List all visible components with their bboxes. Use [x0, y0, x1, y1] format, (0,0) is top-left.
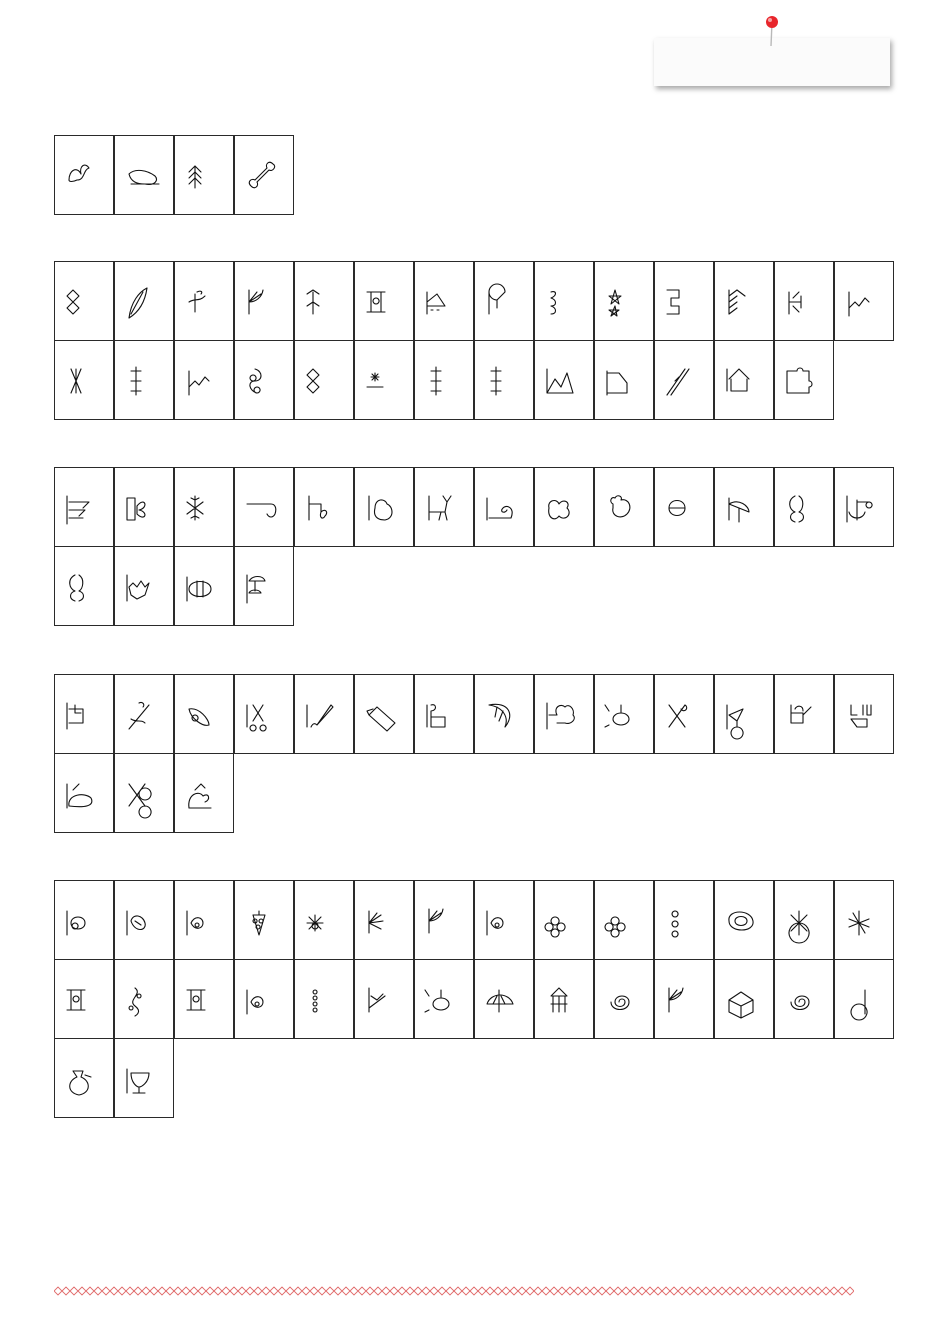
stitch-cell	[414, 674, 474, 754]
snowflake-stitch-icon	[175, 468, 235, 548]
cat-stitch-icon	[115, 136, 175, 216]
bunny-stitch-icon	[595, 468, 655, 548]
stitch-cell	[54, 467, 114, 547]
stitch-cell	[414, 261, 474, 341]
cube-stitch-icon	[715, 960, 775, 1040]
triangle-dots-stitch-icon	[415, 262, 475, 342]
stitch-cell	[234, 340, 294, 420]
swiss-cross-stitch-icon	[415, 341, 475, 421]
stitch-cell	[354, 674, 414, 754]
tree-stitch-icon	[535, 675, 595, 755]
stitch-cell	[174, 959, 234, 1039]
feather-stitch-icon	[115, 262, 175, 342]
paintbrush-stitch-icon	[295, 675, 355, 755]
circle-column-stitch-icon	[175, 960, 235, 1040]
grapes-stitch-icon	[235, 881, 295, 961]
scissors-stitch-icon	[235, 675, 295, 755]
stitch-cell	[654, 261, 714, 341]
lantern-stitch-icon	[595, 675, 655, 755]
stitch-cell	[234, 959, 294, 1039]
stitch-cell	[474, 340, 534, 420]
stitch-cell	[654, 467, 714, 547]
stitch-cell	[294, 674, 354, 754]
stitch-cell	[774, 467, 834, 547]
rocking-horse-stitch-icon	[175, 754, 235, 834]
stitch-cell	[474, 880, 534, 960]
asterisk-stitch-icon	[835, 881, 895, 961]
stitch-cell	[234, 467, 294, 547]
scroll-stitch-icon	[535, 262, 595, 342]
stitch-cell	[594, 467, 654, 547]
cube-fan-stitch-icon	[655, 960, 715, 1040]
stitch-cell	[774, 880, 834, 960]
diamond-dots-stitch-icon	[295, 341, 355, 421]
stitch-cell	[114, 135, 174, 215]
leaf-vine-stitch-icon	[235, 960, 295, 1040]
stitch-cell	[54, 340, 114, 420]
stitch-cell	[294, 467, 354, 547]
bow-stitch-icon	[115, 468, 175, 548]
stitch-cell	[54, 753, 114, 833]
stitch-cell	[354, 959, 414, 1039]
stitch-cell	[834, 674, 894, 754]
stitch-cell	[774, 340, 834, 420]
stitch-cell	[54, 674, 114, 754]
fir-trees-stitch-icon	[55, 468, 115, 548]
stitch-cell	[114, 674, 174, 754]
palm-tree-stitch-icon	[295, 262, 355, 342]
stitch-cell	[234, 880, 294, 960]
sun-hat-stitch-icon	[655, 468, 715, 548]
swirl-stitch-icon	[235, 341, 295, 421]
stitch-cell	[354, 261, 414, 341]
stitch-cell	[594, 880, 654, 960]
wreath-stitch-icon	[715, 881, 775, 961]
stitch-cell	[54, 135, 114, 215]
stitch-cell	[114, 1038, 174, 1118]
stitch-cell	[534, 674, 594, 754]
stitch-cell	[534, 261, 594, 341]
spiral-pair-stitch-icon	[595, 960, 655, 1040]
spiral-stitch-icon	[775, 960, 835, 1040]
stitch-cell	[354, 467, 414, 547]
beads-stitch-icon	[295, 960, 355, 1040]
spoons-stitch-icon	[115, 754, 175, 834]
stitch-cell	[414, 467, 474, 547]
stitch-cell	[834, 467, 894, 547]
stitch-cell	[474, 467, 534, 547]
footer-stitch-line	[54, 1286, 854, 1296]
stitch-cell	[354, 880, 414, 960]
stitch-cell	[714, 467, 774, 547]
fan-stitch-icon	[235, 262, 295, 342]
stitch-cell	[774, 261, 834, 341]
pumpkin-stitch-icon	[175, 547, 235, 627]
stitch-cell	[834, 880, 894, 960]
double-cross-stitch-icon	[115, 341, 175, 421]
anchor-stitch-icon	[835, 468, 895, 548]
stitch-cell	[174, 880, 234, 960]
stitch-cell	[174, 261, 234, 341]
fan-flower-stitch-icon	[415, 881, 475, 961]
stitch-cell	[714, 340, 774, 420]
teapot-stitch-icon	[55, 754, 115, 834]
half-flower-stitch-icon	[355, 881, 415, 961]
safety-pin-stitch-icon	[175, 675, 235, 755]
bell-stitch-icon	[295, 468, 355, 548]
swiss-cross-alt-stitch-icon	[475, 341, 535, 421]
stitch-cell	[594, 674, 654, 754]
stitch-cell	[234, 135, 294, 215]
stitch-cell	[594, 340, 654, 420]
stitch-table-animals	[54, 135, 894, 214]
snail-stitch-icon	[475, 468, 535, 548]
stitch-cell	[234, 546, 294, 626]
stitch-cell	[534, 880, 594, 960]
pagoda-stitch-icon	[535, 960, 595, 1040]
ball-stitch-icon	[835, 960, 895, 1040]
reindeer-stitch-icon	[415, 468, 475, 548]
small-blossom-stitch-icon	[535, 881, 595, 961]
bat-stitch-icon	[115, 547, 175, 627]
zigzag-peaks-stitch-icon	[835, 262, 895, 342]
stitch-cell	[294, 959, 354, 1039]
stitch-cell	[294, 340, 354, 420]
stitch-cell	[414, 340, 474, 420]
ginkgo-stitch-icon	[475, 262, 535, 342]
stars-stitch-icon	[595, 262, 655, 342]
stitch-cell	[354, 340, 414, 420]
stitch-cell	[114, 753, 174, 833]
stitch-cell	[114, 340, 174, 420]
stitch-cell	[54, 1038, 114, 1118]
stitch-cell	[174, 467, 234, 547]
stitch-cell	[594, 959, 654, 1039]
parasol-stitch-icon	[475, 960, 535, 1040]
croissant-stitch-icon	[475, 675, 535, 755]
stitch-cell	[474, 261, 534, 341]
clouds-stitch-icon	[535, 468, 595, 548]
stitch-cell	[594, 261, 654, 341]
stitch-cell	[534, 467, 594, 547]
stitch-cell	[774, 959, 834, 1039]
stitch-cell	[534, 340, 594, 420]
arrow-fern-stitch-icon	[775, 262, 835, 342]
needle-thread-stitch-icon	[115, 675, 175, 755]
stitch-cell	[474, 674, 534, 754]
crayon-stitch-icon	[355, 675, 415, 755]
starburst-stitch-icon	[355, 341, 415, 421]
stitch-cell	[174, 753, 234, 833]
garden-tools-stitch-icon	[835, 675, 895, 755]
stitch-cell	[174, 135, 234, 215]
stitch-cell	[654, 959, 714, 1039]
column-stitch-icon	[355, 262, 415, 342]
push-pin-icon	[764, 14, 780, 48]
stitch-cell	[414, 959, 474, 1039]
bud-stitch-icon	[115, 881, 175, 961]
stitch-cell	[54, 546, 114, 626]
bird-branch-stitch-icon	[175, 262, 235, 342]
seashell-stitch-icon	[55, 547, 115, 627]
blossom-stitch-icon	[595, 881, 655, 961]
stitch-cell	[114, 467, 174, 547]
mushrooms-stitch-icon	[235, 547, 295, 627]
stitch-cell	[174, 546, 234, 626]
bench-stitch-icon	[415, 675, 475, 755]
stitch-table-seasonal	[54, 467, 894, 625]
stitch-table-household	[54, 674, 894, 832]
stitch-cell	[654, 340, 714, 420]
rose-stitch-icon	[55, 881, 115, 961]
stitch-cell	[54, 261, 114, 341]
wave-zigzag-stitch-icon	[175, 341, 235, 421]
stitch-cell	[114, 959, 174, 1039]
mountains-stitch-icon	[535, 341, 595, 421]
stitch-table-ornamental	[54, 261, 894, 419]
stitch-cell	[414, 880, 474, 960]
stitch-cell	[534, 959, 594, 1039]
chevron-stitch-icon	[715, 262, 775, 342]
house-stitch-icon	[715, 341, 775, 421]
watering-can-stitch-icon	[775, 675, 835, 755]
fishbone-stitch-icon	[175, 136, 235, 216]
vase-stitch-icon	[55, 1039, 115, 1119]
vine-stitch-icon	[115, 960, 175, 1040]
shell-stitch-icon	[775, 468, 835, 548]
stitch-cell	[54, 880, 114, 960]
dolphin-stitch-icon	[55, 136, 115, 216]
stitch-cell	[474, 959, 534, 1039]
daisy-stitch-icon	[295, 881, 355, 961]
wave-line-stitch-icon	[355, 960, 415, 1040]
ski-stitch-icon	[655, 341, 715, 421]
stitch-cell	[654, 880, 714, 960]
greek-key-stitch-icon	[655, 262, 715, 342]
puzzle-stitch-icon	[775, 341, 835, 421]
stitch-table-nature	[54, 880, 894, 1117]
stitch-cell	[114, 880, 174, 960]
castle-wall-stitch-icon	[595, 341, 655, 421]
stitch-cell	[834, 261, 894, 341]
sewing-machine-stitch-icon	[55, 675, 115, 755]
santa-stitch-icon	[355, 468, 415, 548]
stitch-cell	[174, 674, 234, 754]
tropical-leaf-stitch-icon	[475, 881, 535, 961]
chinese-lantern-stitch-icon	[415, 960, 475, 1040]
stitch-cell	[114, 261, 174, 341]
circle-wheel-stitch-icon	[775, 881, 835, 961]
stitch-cell	[174, 340, 234, 420]
stitch-cell	[714, 674, 774, 754]
wine-glass-stitch-icon	[115, 1039, 175, 1119]
stitch-cell	[234, 674, 294, 754]
leaf-eye-stitch-icon	[175, 881, 235, 961]
stitch-cell	[714, 880, 774, 960]
stitch-cell	[654, 674, 714, 754]
flower-ring-stitch-icon	[655, 881, 715, 961]
stitch-cell	[714, 959, 774, 1039]
flower-column-stitch-icon	[55, 960, 115, 1040]
stitch-cell	[114, 546, 174, 626]
stitch-cell	[774, 674, 834, 754]
dog-bone-stitch-icon	[235, 136, 295, 216]
stitch-cell	[294, 261, 354, 341]
candy-cane-stitch-icon	[235, 468, 295, 548]
stitch-cell	[234, 261, 294, 341]
cutlery-stitch-icon	[655, 675, 715, 755]
stitch-cell	[714, 261, 774, 341]
stitch-cell	[54, 959, 114, 1039]
diamond-chain-stitch-icon	[55, 262, 115, 342]
cocktail-stitch-icon	[715, 675, 775, 755]
stitch-cell	[294, 880, 354, 960]
umbrella-stitch-icon	[715, 468, 775, 548]
x-lattice-stitch-icon	[55, 341, 115, 421]
stitch-cell	[834, 959, 894, 1039]
